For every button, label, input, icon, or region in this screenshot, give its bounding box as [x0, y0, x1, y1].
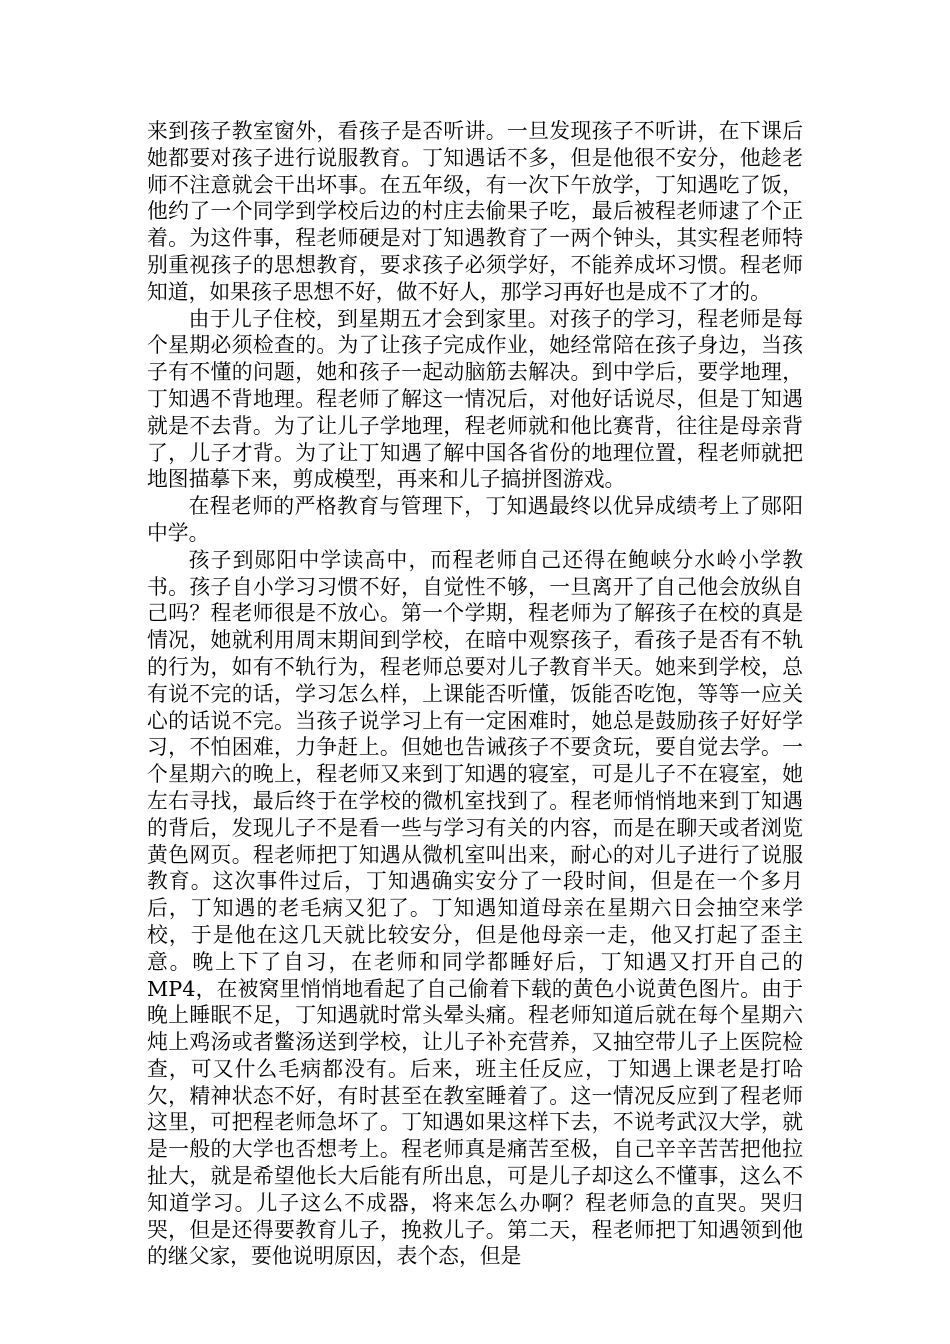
paragraph-high-school: 孩子到郧阳中学读高中，而程老师自己还得在鲍峡分水岭小学教书。孩子自小学习习惯不好，自觉性不够，一旦离开了自己他会放纵自己吗？程老师很是不放心。第一个学期，程老师为了解孩子在校的真是情况，她就利用周末期间到学校，在暗中观察孩子，看孩子是否有不轨的行为，如有不轨行为，程老师总要对儿子教育半天。她来到学校，总有说不完的话，学习怎么样，上课能否听懂，饭能否吃饱，等等一应关心的话说不完。当孩子说学习上有一定困难时，她总是鼓励孩子好好学习，不怕困难，力争赶上。但她也告诫孩子不要贪玩，要自觉去学。一个星期六的晚上，程老师又来到丁知遇的寝室，可是儿子不在寝室，她左右寻找，最后终于在学校的微机室找到了。程老师悄悄地来到丁知遇的背后，发现儿子不是看一些与学习有关的内容，而是在聊天或者浏览黄色网页。程老师把丁知遇从微机室叫出来，耐心的对儿子进行了说服教育。这次事件过后，丁知遇确实安分了一段时间，但是在一个多月后，丁知遇的老毛病又犯了。丁知遇知道母亲在星期六日会抽空来学校，于是他在这几天就比较安分，但是他母亲一走，他又打起了歪主意。晚上下了自习，在老师和同学都睡好后，丁知遇又打开自己的MP4，在被窝里悄悄地看起了自己偷着下载的黄色小说黄色图片。由于晚上睡眠不足，丁知遇就时常头晕头痛。程老师知道后就在每个星期六炖上鸡汤或者鳖汤送到学校，让儿子补充营养，又抽空带儿子上医院检查，可又什么毛病都没有。后来，班主任反应，丁知遇上课老是打哈欠，精神状态不好，有时甚至在教室睡着了。这一情况反应到了程老师这里，可把程老师急坏了。丁知遇如果这样下去，不说考武汉大学，就是一般的大学也否想考上。程老师真是痛苦至极，自己辛辛苦苦把他拉扯大，就是希望他长大后能有所出息，可是儿子却这么不懂事，这么不知道学习。儿子这么不成器，将来怎么办啊？程老师急的直哭。哭归哭，但是还得要教育儿子，挽救儿子。第二天，程老师把丁知遇领到他的继父家，要他说明原因，表个态，但是	[147, 547, 803, 1269]
paragraph-weekly-study: 由于儿子住校，到星期五才会到家里。对孩子的学习，程老师是每个星期必须检查的。为了让孩子完成作业，她经常陪在孩子身边，当孩子有不懂的问题，她和孩子一起动脑筋去解决。到中学后，要学地理，丁知遇不背地理。程老师了解这一情况后，对他好话说尽，但是丁知遇就是不去背。为了让儿子学地理，程老师就和他比赛背，往往是母亲背了，儿子才背。为了让丁知遇了解中国各省份的地理位置，程老师就把地图描摹下来，剪成模型，再来和儿子搞拼图游戏。	[147, 306, 803, 492]
document-page	[147, 118, 803, 1270]
paragraph-continuation: 来到孩子教室窗外，看孩子是否听讲。一旦发现孩子不听讲，在下课后她都要对孩子进行说服教育。丁知遇话不多，但是他很不安分，他趁老师不注意就会干出坏事。在五年级，有一次下午放学，丁知遇吃了饭，他约了一个同学到学校后边的村庄去偷果子吃，最后被程老师逮了个正着。为这件事，程老师硬是对丁知遇教育了一两个钟头，其实程老师特别重视孩子的思想教育，要求孩子必须学好，不能养成坏习惯。程老师知道，如果孩子思想不好，做不好人，那学习再好也是成不了才的。	[147, 119, 803, 304]
paragraph-admission: 在程老师的严格教育与管理下，丁知遇最终以优异成绩考上了郧阳中学。	[147, 494, 803, 545]
